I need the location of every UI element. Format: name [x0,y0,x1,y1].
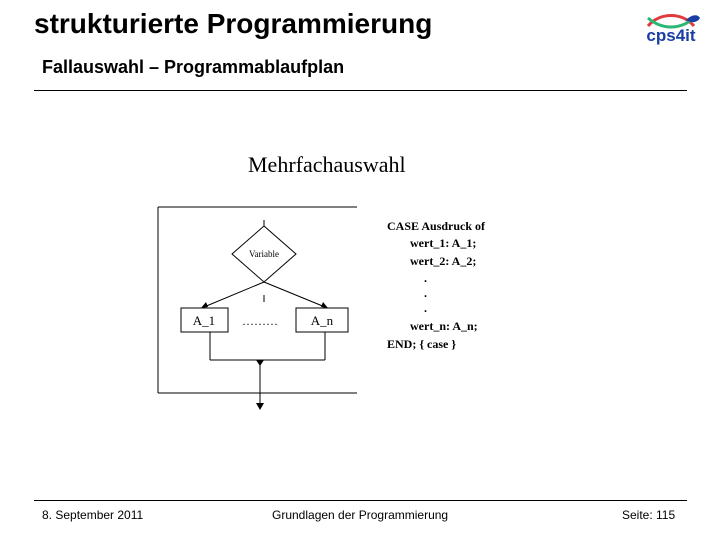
code-line: wert_2: A_2; [410,254,477,268]
merge-arrowhead [256,360,264,366]
action-box-an-label: A_n [310,313,334,328]
footer-divider [34,500,687,501]
slide-subtitle: Fallauswahl – Programmablaufplan [42,57,345,77]
arrowhead-right [321,302,328,308]
slide-title: strukturierte Programmierung [34,8,433,39]
code-line: . [424,271,427,285]
case-code-block [387,219,486,351]
code-line: END; { case } [387,337,457,351]
footer-course: Grundlagen der Programmierung [272,508,449,522]
code-line: wert_1: A_1; [410,236,477,250]
code-line: wert_n: A_n; [410,319,478,333]
code-line: . [424,286,427,300]
logo-text: cps4it [646,26,696,45]
merge-lines [210,332,325,408]
code-line: . [424,301,427,315]
footer-page-number: Seite: 115 [622,508,676,522]
arrowhead-left [201,302,208,308]
code-line: CASE Ausdruck of [387,219,486,233]
diagram-frame [158,207,357,393]
action-ellipsis: ……… [242,314,278,328]
action-box-a1-label: A_1 [192,313,216,328]
exit-arrowhead [256,403,264,410]
diagram-heading: Mehrfachauswahl [248,152,406,177]
branch-lines [204,282,325,307]
decision-label: Variable [249,249,279,259]
footer-date: 8. September 2011 [42,508,144,522]
